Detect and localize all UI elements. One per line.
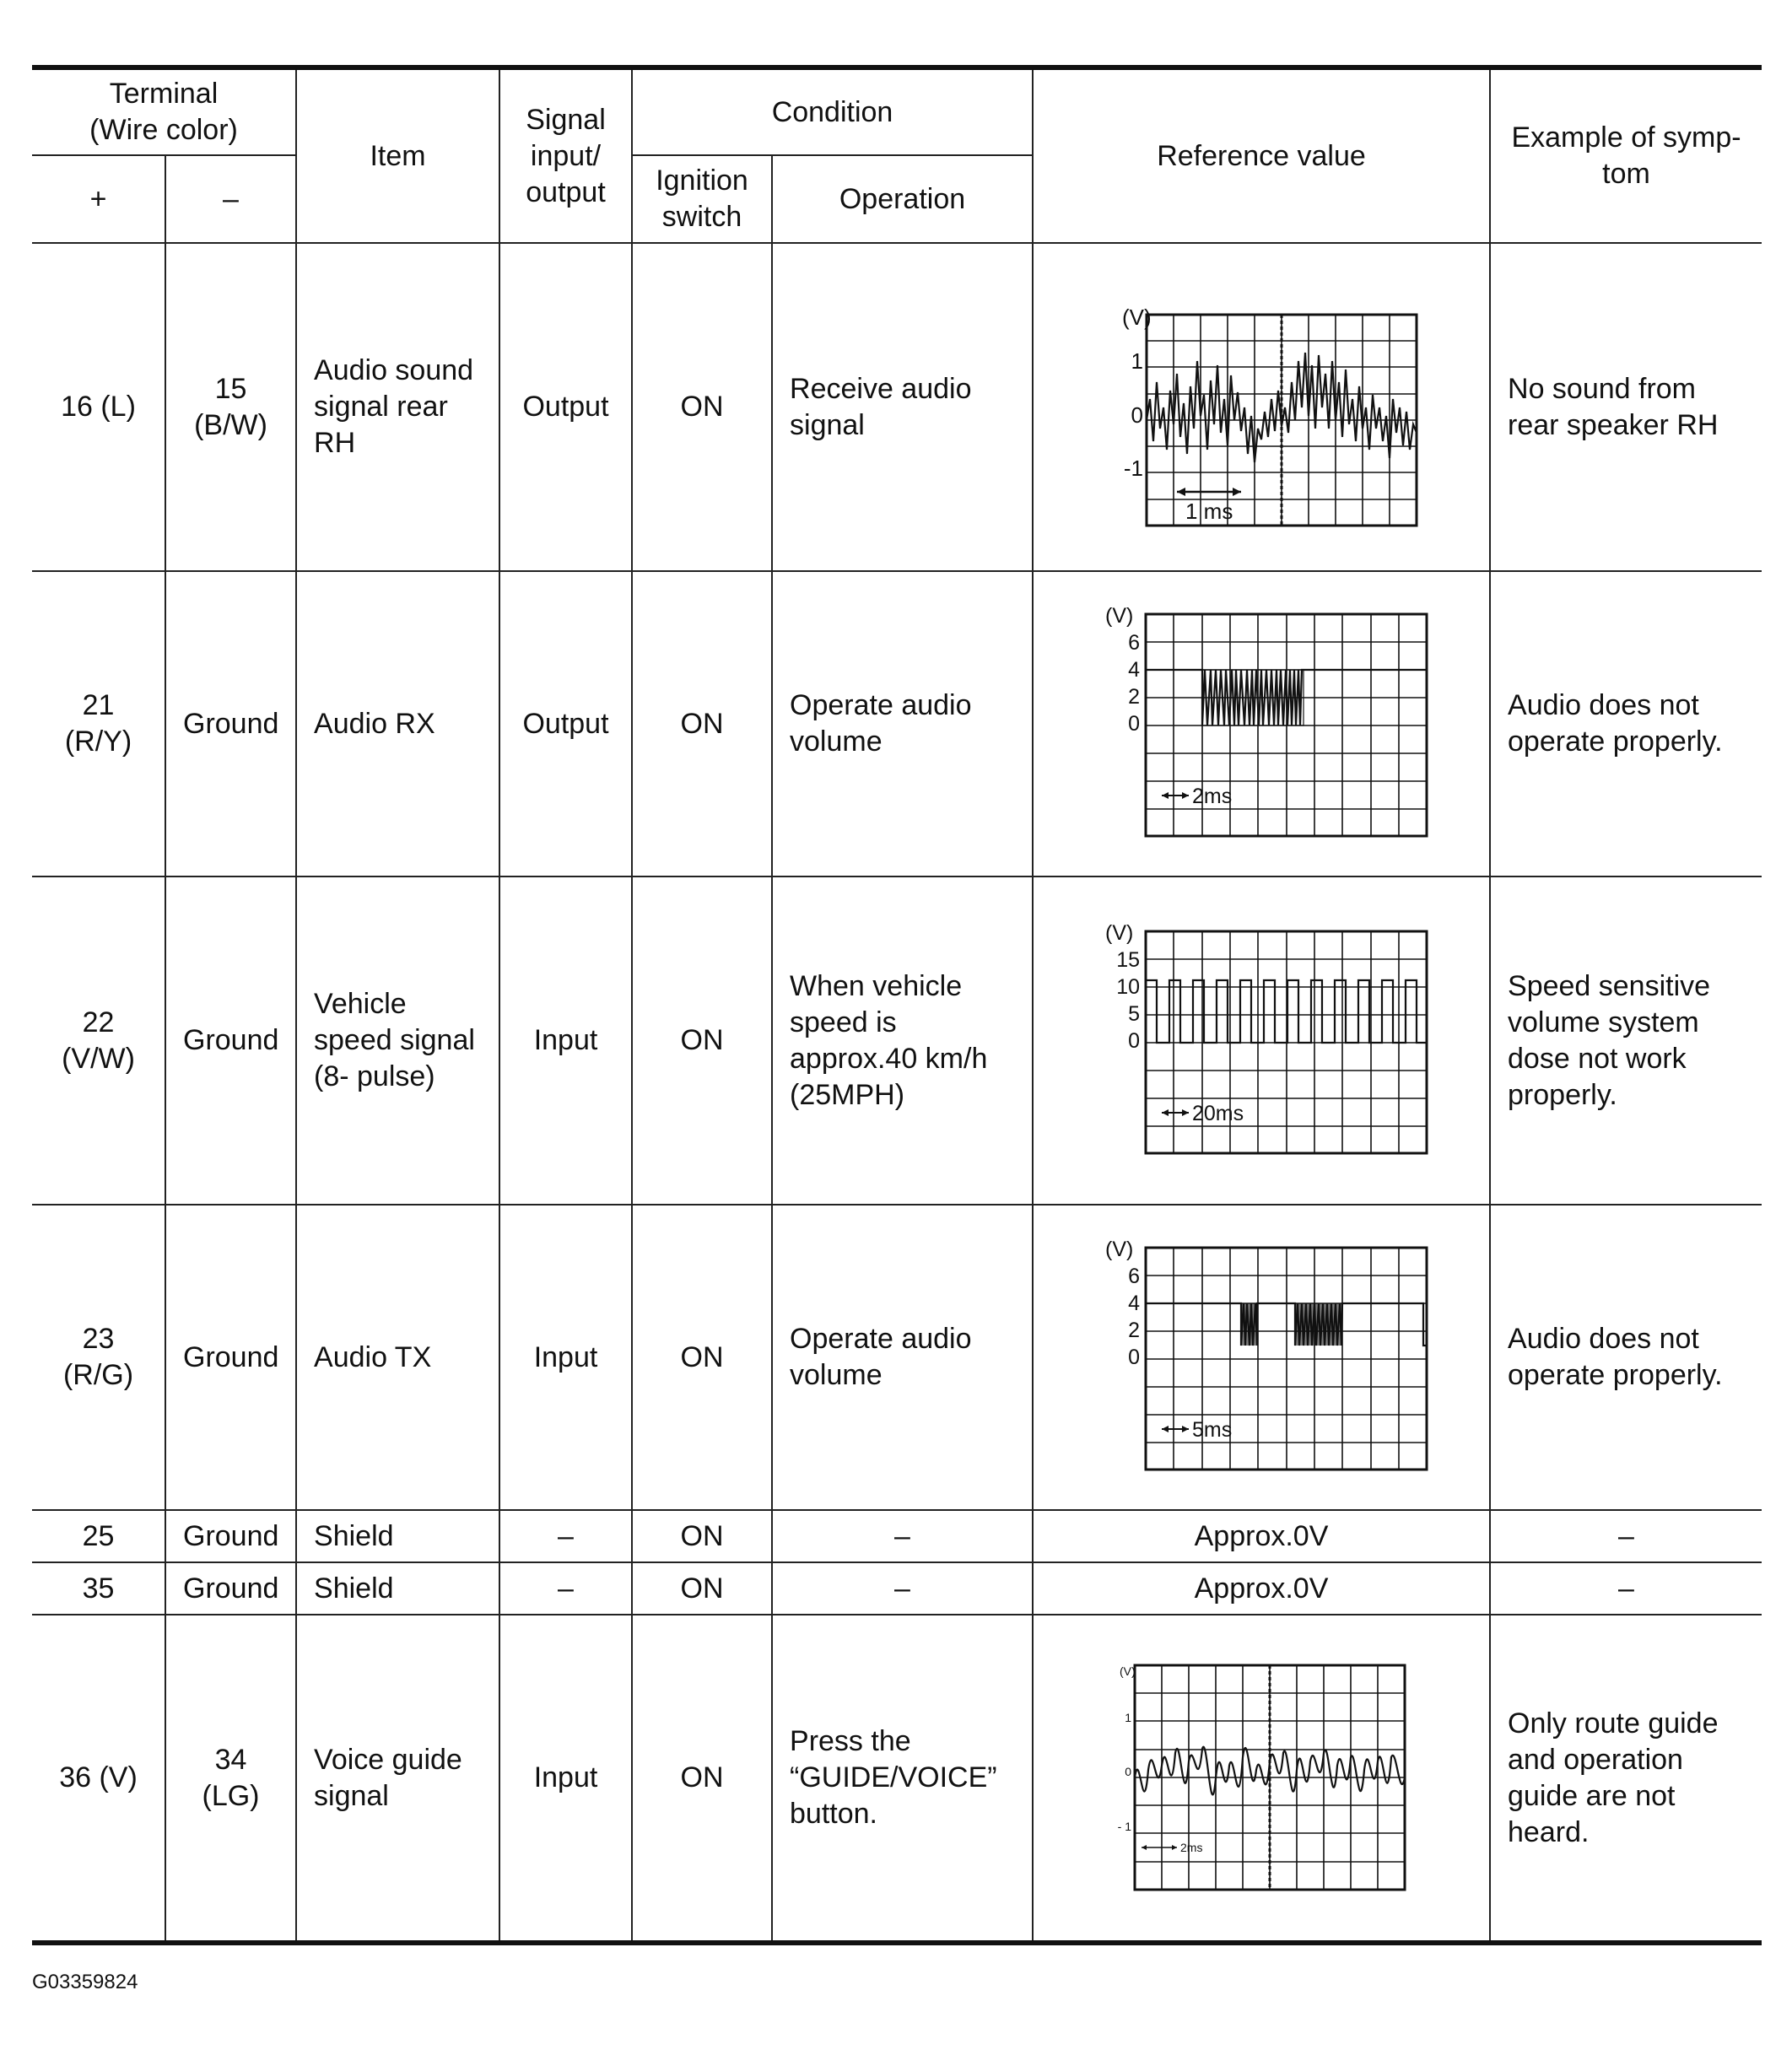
cell-line: Audio TX (314, 1340, 432, 1373)
cell-line: Ground (183, 1340, 279, 1373)
plus-terminal (32, 1615, 165, 1943)
cell-line: button. (790, 1798, 877, 1830)
cell-line: 16 (L) (61, 391, 136, 423)
plus-terminal (32, 243, 165, 571)
reference-waveform-cell (1033, 876, 1490, 1205)
oscilloscope-waveform-speed-signal (1084, 914, 1438, 1168)
oscilloscope-waveform-audio-rh (1093, 281, 1430, 534)
item-cell (296, 1205, 499, 1510)
ignition-label-2: switch (661, 201, 742, 233)
symptom-label-1: Example of symp- (1511, 121, 1741, 154)
cell-line: 23 (82, 1323, 115, 1355)
scope-unit-label: (V) (1105, 1238, 1134, 1261)
ignition-label-1: Ignition (656, 165, 748, 197)
symptom-cell (1490, 571, 1762, 876)
reference-waveform-cell (1033, 1615, 1490, 1943)
signal-cell: Input (499, 1205, 632, 1510)
plus-terminal (32, 1205, 165, 1510)
reference-header: Reference value (1033, 67, 1490, 243)
scope-unit-label: (V) (1122, 304, 1152, 330)
scope-tick-label: 0 (1128, 1028, 1141, 1053)
scope-tick-label: 0 (1128, 712, 1141, 736)
ignition-cell: ON (632, 876, 772, 1205)
table-row (32, 1205, 1762, 1510)
oscilloscope-waveform-audio-rx (1084, 597, 1438, 850)
cell-line: Audio RX (314, 707, 435, 740)
symptom-cell (1490, 1615, 1762, 1943)
condition-header: Condition (632, 67, 1033, 155)
cell-line: RH (314, 427, 356, 459)
symptom-cell (1490, 1205, 1762, 1510)
ignition-cell: ON (632, 1510, 772, 1562)
cell-line: 22 (82, 1006, 115, 1038)
cell-line: 36 (V) (59, 1761, 138, 1793)
oscilloscope-waveform-voice-guide (1084, 1652, 1438, 1905)
item-cell (296, 876, 499, 1205)
scope-unit-label: (V) (1105, 604, 1134, 628)
minus-terminal (165, 1615, 296, 1943)
scope-tick-label: 1 (1125, 1710, 1132, 1724)
item-cell (296, 571, 499, 876)
cell-line: Receive audio (790, 372, 972, 405)
item-cell (296, 1615, 499, 1943)
cell-line: Audio does not (1508, 1323, 1699, 1355)
ignition-cell: ON (632, 243, 772, 571)
cell-line: heard. (1508, 1815, 1590, 1848)
scope-period-label: 2ms (1192, 785, 1233, 808)
scope-tick-label: 0 (1125, 1764, 1132, 1778)
scope-tick-label: 15 (1116, 947, 1141, 972)
cell-line: Speed sensitive (1508, 969, 1711, 1002)
cell-line: 34 (LG) (202, 1743, 260, 1812)
operation-cell: – (772, 1562, 1033, 1615)
cell-line: signal rear (314, 391, 448, 423)
cell-line: properly. (1508, 1078, 1617, 1111)
scope-unit-label: (V) (1120, 1664, 1136, 1678)
operation-cell: – (772, 1510, 1033, 1562)
scope-tick-label: 1 (1131, 348, 1144, 374)
scope-period-label: 2ms (1180, 1840, 1203, 1854)
scope-tick-label: 4 (1128, 658, 1141, 682)
signal-header (499, 67, 632, 243)
symptom-cell (1490, 876, 1762, 1205)
scope-tick-label: 2 (1128, 685, 1141, 709)
oscilloscope-waveform-audio-tx (1084, 1231, 1438, 1484)
table-row (32, 876, 1762, 1205)
terminal-reference-table (32, 65, 1762, 1945)
scope-tick-label: 0 (1131, 402, 1144, 428)
cell-line: (B/W) (194, 408, 267, 441)
ignition-cell: ON (632, 1562, 772, 1615)
symptom-label-2: tom (1602, 158, 1650, 190)
cell-line: volume (790, 725, 883, 758)
signal-cell: Output (499, 243, 632, 571)
cell-line: approx.40 km/h (790, 1042, 988, 1075)
scope-grid (1146, 1248, 1427, 1470)
symptom-cell: – (1490, 1510, 1762, 1562)
cell-line: No sound from (1508, 372, 1697, 405)
cell-line: speed is (790, 1006, 897, 1038)
minus-terminal (165, 876, 296, 1205)
cell-line: Only route guide (1508, 1707, 1719, 1739)
minus-terminal: Ground (165, 1562, 296, 1615)
operation-cell (772, 243, 1033, 571)
operation-header: Operation (772, 155, 1033, 243)
signal-cell: Input (499, 876, 632, 1205)
wire-color-label: (Wire color) (89, 114, 238, 146)
burst-fill (1241, 1303, 1342, 1346)
plus-terminal (32, 876, 165, 1205)
minus-header: – (165, 155, 296, 243)
cell-line: signal (790, 408, 865, 441)
plus-terminal: 35 (32, 1562, 165, 1615)
signal-cell: Input (499, 1615, 632, 1943)
terminal-header (32, 67, 296, 155)
table-row (32, 1615, 1762, 1943)
cell-line: “GUIDE/VOICE” (790, 1761, 997, 1793)
cell-line: Ground (183, 707, 279, 740)
cell-line: (R/Y) (64, 725, 132, 758)
scope-tick-label: 2 (1128, 1319, 1141, 1342)
item-cell (296, 243, 499, 571)
signal-cell: Output (499, 571, 632, 876)
cell-line: (V/W) (62, 1042, 135, 1075)
cell-line: Vehicle (314, 988, 407, 1020)
symptom-header (1490, 67, 1762, 243)
reference-value-cell: Approx.0V (1033, 1510, 1490, 1562)
plus-terminal (32, 571, 165, 876)
scope-tick-label: 10 (1116, 974, 1141, 999)
cell-line: dose not work (1508, 1042, 1687, 1075)
cell-line: and operation (1508, 1743, 1683, 1776)
scope-unit-label: (V) (1105, 920, 1134, 945)
figure-code: G03359824 (32, 1971, 138, 1993)
terminal-label: Terminal (109, 78, 219, 110)
reference-waveform-cell (1033, 571, 1490, 876)
symptom-cell: – (1490, 1562, 1762, 1615)
item-cell: Shield (296, 1562, 499, 1615)
minus-terminal: Ground (165, 1510, 296, 1562)
minus-terminal (165, 571, 296, 876)
minus-terminal (165, 243, 296, 571)
cell-line: operate properly. (1508, 725, 1723, 758)
cell-line: Voice guide (314, 1743, 462, 1776)
scope-tick-label: 6 (1128, 631, 1141, 655)
scope-tick-label: -1 (1123, 455, 1144, 481)
plus-header: + (32, 155, 165, 243)
scope-period-label: 1 ms (1185, 498, 1233, 524)
symptom-cell (1490, 243, 1762, 571)
table-row (32, 1510, 1762, 1562)
operation-cell (772, 571, 1033, 876)
cell-line: (R/G) (62, 1359, 134, 1391)
cell-line: rear speaker RH (1508, 408, 1719, 441)
operation-cell (772, 1205, 1033, 1510)
reference-value-cell: Approx.0V (1033, 1562, 1490, 1615)
ignition-header (632, 155, 772, 243)
item-header: Item (296, 67, 499, 243)
signal-label-1: Signal (526, 103, 606, 136)
scope-tick-label: 4 (1128, 1292, 1141, 1315)
minus-terminal (165, 1205, 296, 1510)
reference-waveform-cell (1033, 243, 1490, 571)
cell-line: 15 (214, 372, 247, 405)
cell-line: signal (314, 1779, 389, 1812)
table-row (32, 1562, 1762, 1615)
cell-line: operate properly. (1508, 1359, 1723, 1391)
table-row (32, 571, 1762, 876)
scope-period-label: 20ms (1192, 1101, 1244, 1125)
cell-line: (25MPH) (790, 1078, 905, 1111)
cell-line: guide are not (1508, 1779, 1676, 1812)
scope-tick-label: 6 (1128, 1265, 1141, 1288)
ignition-cell: ON (632, 1615, 772, 1943)
cell-line: speed signal (314, 1024, 475, 1056)
cell-line: (8- pulse) (314, 1060, 435, 1092)
signal-cell: – (499, 1562, 632, 1615)
item-cell: Shield (296, 1510, 499, 1562)
cell-line: When vehicle (790, 969, 963, 1002)
cell-line: Ground (183, 1024, 279, 1056)
reference-waveform-cell (1033, 1205, 1490, 1510)
scope-tick-label: - 1 (1117, 1819, 1132, 1833)
cell-line: Audio does not (1508, 689, 1699, 721)
cell-line: Audio sound (314, 354, 474, 386)
table-row (32, 243, 1762, 571)
cell-line: volume system (1508, 1006, 1699, 1038)
signal-label-3: output (526, 175, 606, 208)
operation-cell (772, 876, 1033, 1205)
operation-cell (772, 1615, 1033, 1943)
cell-line: Press the (790, 1725, 911, 1757)
ignition-cell: ON (632, 1205, 772, 1510)
cell-line: Operate audio (790, 689, 972, 721)
cell-line: Operate audio (790, 1323, 972, 1355)
cell-line: 21 (82, 689, 115, 721)
scope-tick-label: 5 (1128, 1001, 1141, 1026)
signal-label-2: input/ (530, 139, 602, 172)
cell-line: volume (790, 1359, 883, 1391)
plus-terminal: 25 (32, 1510, 165, 1562)
scope-period-label: 5ms (1192, 1418, 1233, 1442)
ignition-cell: ON (632, 571, 772, 876)
scope-tick-label: 0 (1128, 1346, 1141, 1369)
signal-cell: – (499, 1510, 632, 1562)
